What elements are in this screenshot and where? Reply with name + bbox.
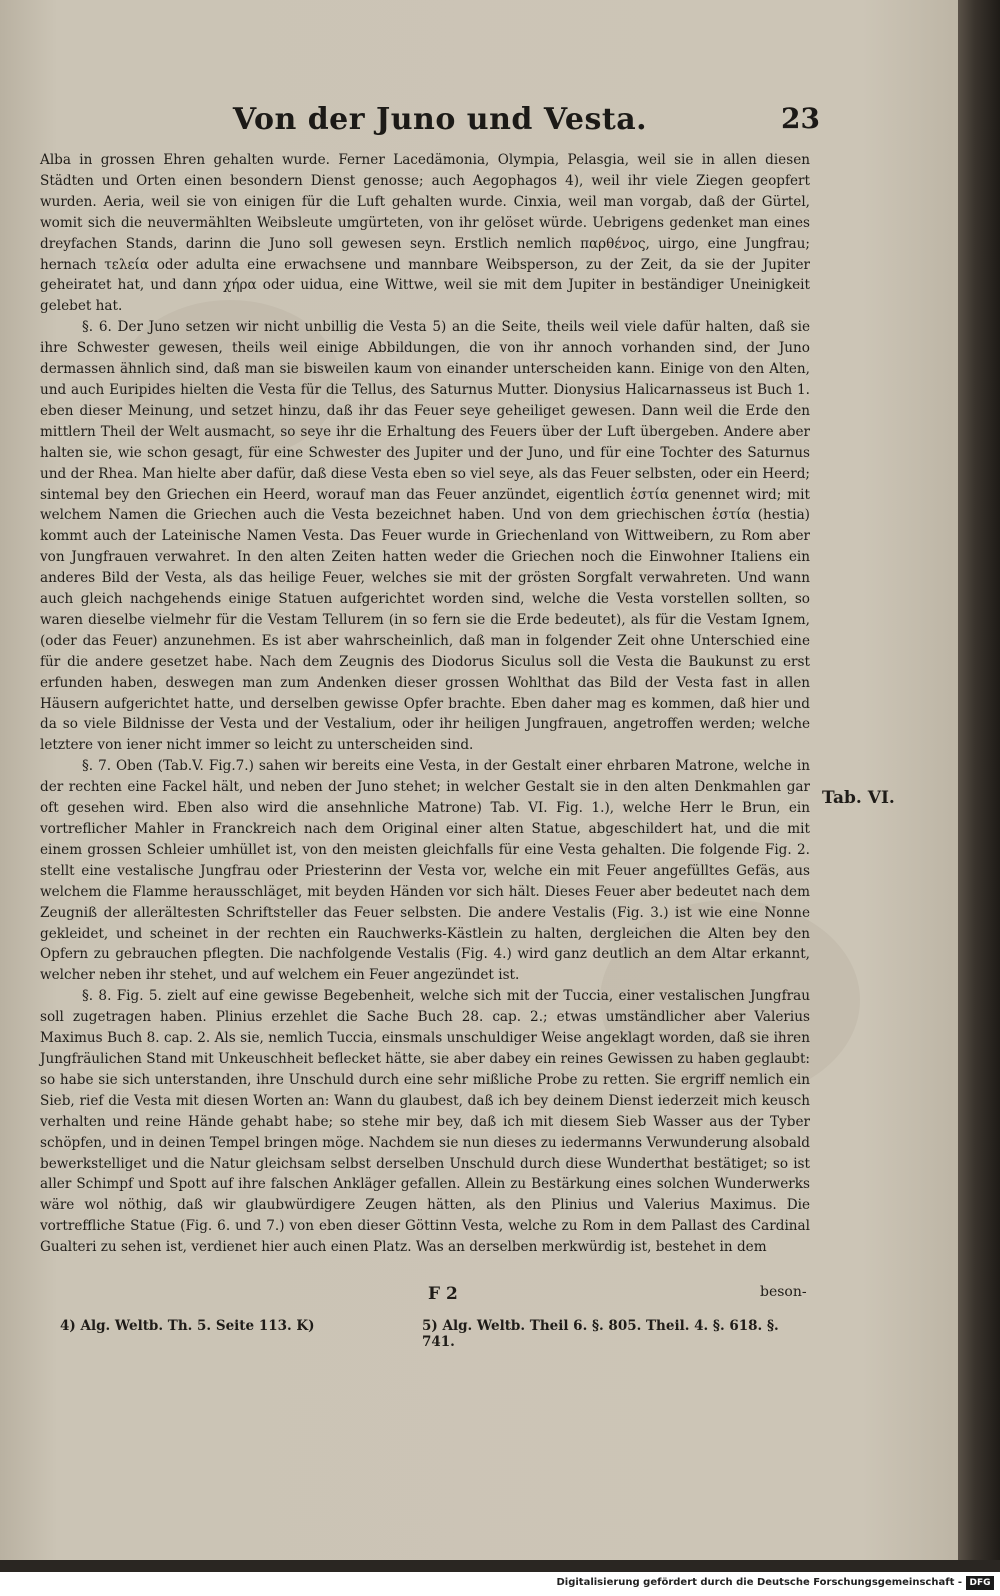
footnote-5: 5) Alg. Weltb. Theil 6. §. 805. Theil. 4. §. 618. §. 741. [422,1318,779,1350]
catchword: beson- [760,1284,807,1300]
paragraph: §. 7. Oben (Tab.V. Fig.7.) sahen wir bereits eine Vesta, in der Gestalt einer ehrbaren Matrone, welche in der rechten eine Fackel hält, und neben der Juno stehet; in welcher Gestalt sie in den alten Denkmahlen gar oft gesehen wird. Eben also wird die ansehnliche Matrone) Tab. VI. Fig. 1.), welche Herr le Brun, ein vortreflicher Mahler in Franckreich nach dem Original einer alten Statue, abgeschildert hat, und die mit einem grossen Schleier umhüllet ist, von den meisten gleichfalls für eine Vesta gehalten. Die folgende Fig. 2. stellt eine vestalische Jungfrau oder Priesterinn der Vesta vor, welche ein mit Feuer angefülltes Gefäs, aus welchem die Flamme herausschläget, mit beyden Händen vor sich hält. Dieses Feuer aber bedeutet nach dem Zeugniß der allerältesten Schriftsteller das Feuer selbsten. Die andere Vestalis (Fig. 3.) ist wie eine Nonne gekleidet, und scheinet in der rechten ein Rauchwerks-Kästlein zu halten, dergleichen die Alten bey den Opfern zu gebrauchen pflegten. Die nachfolgende Vestalis (Fig. 4.) wird ganz deutlich an dem Altar erkannt, welcher neben ihr stehet, und auf welchem ein Feuer angezündet ist. [40,758,810,984]
footnote-4: 4) Alg. Weltb. Th. 5. Seite 113. K) [60,1318,315,1334]
paragraph: §. 8. Fig. 5. zielt auf eine gewisse Begebenheit, welche sich mit der Tuccia, einer vestalischen Jungfrau soll zugetragen haben. Plinius erzehlet die Sache Buch 28. cap. 2.; etwas umständlicher aber Valerius Maximus Buch 8. cap. 2. Als sie, nemlich Tuccia, einsmals unschuldiger Weise angeklagt worden, daß sie ihren Jungfräulichen Stand mit Unkeuschheit beflecket hätte, sie aber dabey ein reines Gewissen zu haben geglaubt: so habe sie sich unterstanden, ihre Unschuld durch eine sehr mißliche Probe zu retten. Sie ergriff nemlich ein Sieb, rief die Vesta mit diesen Worten an: Wann du glaubest, daß ich bey deinem Dienst iederzeit mich keusch verhalten und reine Hände gehabt habe; so stehe mir bey, daß ich mit diesem Sieb Wasser aus der Tyber schöpfen, und in deinen Tempel bringen möge. Nachdem sie nun dieses zu iedermanns Verwunderung alsobald bewerkstelliget und die Natur gleichsam selbst derselben Unschuld durch diese Wunderthat bestätiget; so ist aller Schimpf und Spott auf ihre falschen Ankläger gefallen. Allein zu Bestärkung eines solchen Wunderwerks wäre wol nöthig, daß wir glaubwürdigere Zeugen hätten, als den Plinius und Valerius Maximus. Die vortreffliche Statue (Fig. 6. und 7.) von eben dieser Göttinn Vesta, welche zu Rom in dem Pallast des Cardinal Gualteri zu sehen ist, verdienet hier auch einen Platz. Was an derselben merkwürdig ist, bestehet in dem [40,988,810,1256]
signature-mark: F 2 [428,1284,458,1304]
page-header [60,102,820,146]
credit-bar [0,1572,1000,1596]
dfg-credit-text: Digitalisierung gefördert durch die Deutsche Forschungsgemeinschaft - [556,1577,962,1588]
book-edge [958,0,1000,1560]
running-title: Von der Juno und Vesta. [232,102,648,137]
body-text [40,150,810,1258]
page-number: 23 [781,102,820,135]
margin-note: Tab. VI. [822,788,895,808]
paragraph: §. 6. Der Juno setzen wir nicht unbillig die Vesta 5) an die Seite, theils weil viele dafür halten, daß sie ihre Schwester gewesen, theils weil einige Abbildungen, die von ihr annoch vorhanden sind, der Juno dermassen ähnlich sind, daß man sie bisweilen kaum von einander unterscheiden kann. Einige von den Alten, und auch Euripides hielten die Vesta für die Tellus, des Saturnus Mutter. Dionysius Halicarnasseus ist Buch 1. eben dieser Meinung, und setzet hinzu, daß ihr das Feuer seye geheiliget gewesen. Dann weil die Erde den mittlern Theil der Welt ausmacht, so seye ihr die Erhaltung des Feuers über der Luft übergeben. Andere aber halten sie, wie schon gesagt, für eine Schwester des Jupiter und der Juno, und für eine Tochter des Saturnus und der Rhea. Man hielte aber dafür, daß diese Vesta eben so viel seye, als das Feuer selbsten, oder ein Heerd; sintemal bey den Griechen ein Heerd, worauf man das Feuer anzündet, eigentlich ἑστία genennet wird; mit welchem Namen die Griechen auch die Vesta bezeichnet haben. Und von dem griechischen ἑστία (hestia) kommt auch der Lateinische Namen Vesta. Das Feuer wurde in Griechenland von Wittweibern, zu Rom aber von Jungfrauen verwahret. In den alten Zeiten hatten weder die Griechen noch die Einwohner Italiens ein anderes Bild der Vesta, als das heilige Feuer, welches sie mit der grösten Sorgfalt verwahreten. Und wann auch gleich nachgehends einige Statuen aufgerichtet worden sind, welche die Vesta vorstellen sollten, so waren dieselbe vielmehr für die Vestam Tellurem (in so fern sie die Erde bedeutet), als für die Vestam Ignem, (oder das Feuer) anzunehmen. Es ist aber wahrscheinlich, daß man in folgender Zeit ohne Unterschied eine für die andere gesetzet habe. Nach dem Zeugnis des Diodorus Siculus soll die Vesta die Baukunst zu erst erfunden haben, deswegen man zum Andenken dieser grossen Wohlthat das Bild der Vesta fast in allen Häusern aufgerichtet hatte, und derselben gewisse Opfer brachte. Eben daher mag es kommen, daß hier und da so viele Bildnisse der Vesta und der Vestalium, oder ihr heiligen Jungfrauen, angetroffen werden; welche letztere von iener nicht immer so leicht zu unterscheiden sind. [40,319,810,754]
dfg-logo-icon: DFG [966,1576,994,1590]
paragraph: Alba in grossen Ehren gehalten wurde. Ferner Lacedämonia, Olympia, Pelasgia, weil sie in allen diesen Städten und Orten einen besondern Dienst genosse; auch Aegophagos 4), weil ihr viele Ziegen geopfert wurden. Aeria, weil sie von einigen für die Luft gehalten wurde. Cinxia, weil man vorgab, daß der Gürtel, womit sich die neuvermählten Weibsleute umgürteten, von ihr gelöset würde. Uebrigens gedenket man eines dreyfachen Stands, darinn die Juno soll gewesen seyn. Erstlich nemlich παρθένος, uirgo, eine Jungfrau; hernach τελεία oder adulta eine erwachsene und mannbare Weibsperson, zu der Zeit, da sie der Jupiter geheiratet hat, und dann χήρα oder uidua, eine Wittwe, weil sie mit dem Jupiter in beständiger Uneinigkeit gelebet hat. [40,152,810,315]
footnotes [60,1318,810,1350]
